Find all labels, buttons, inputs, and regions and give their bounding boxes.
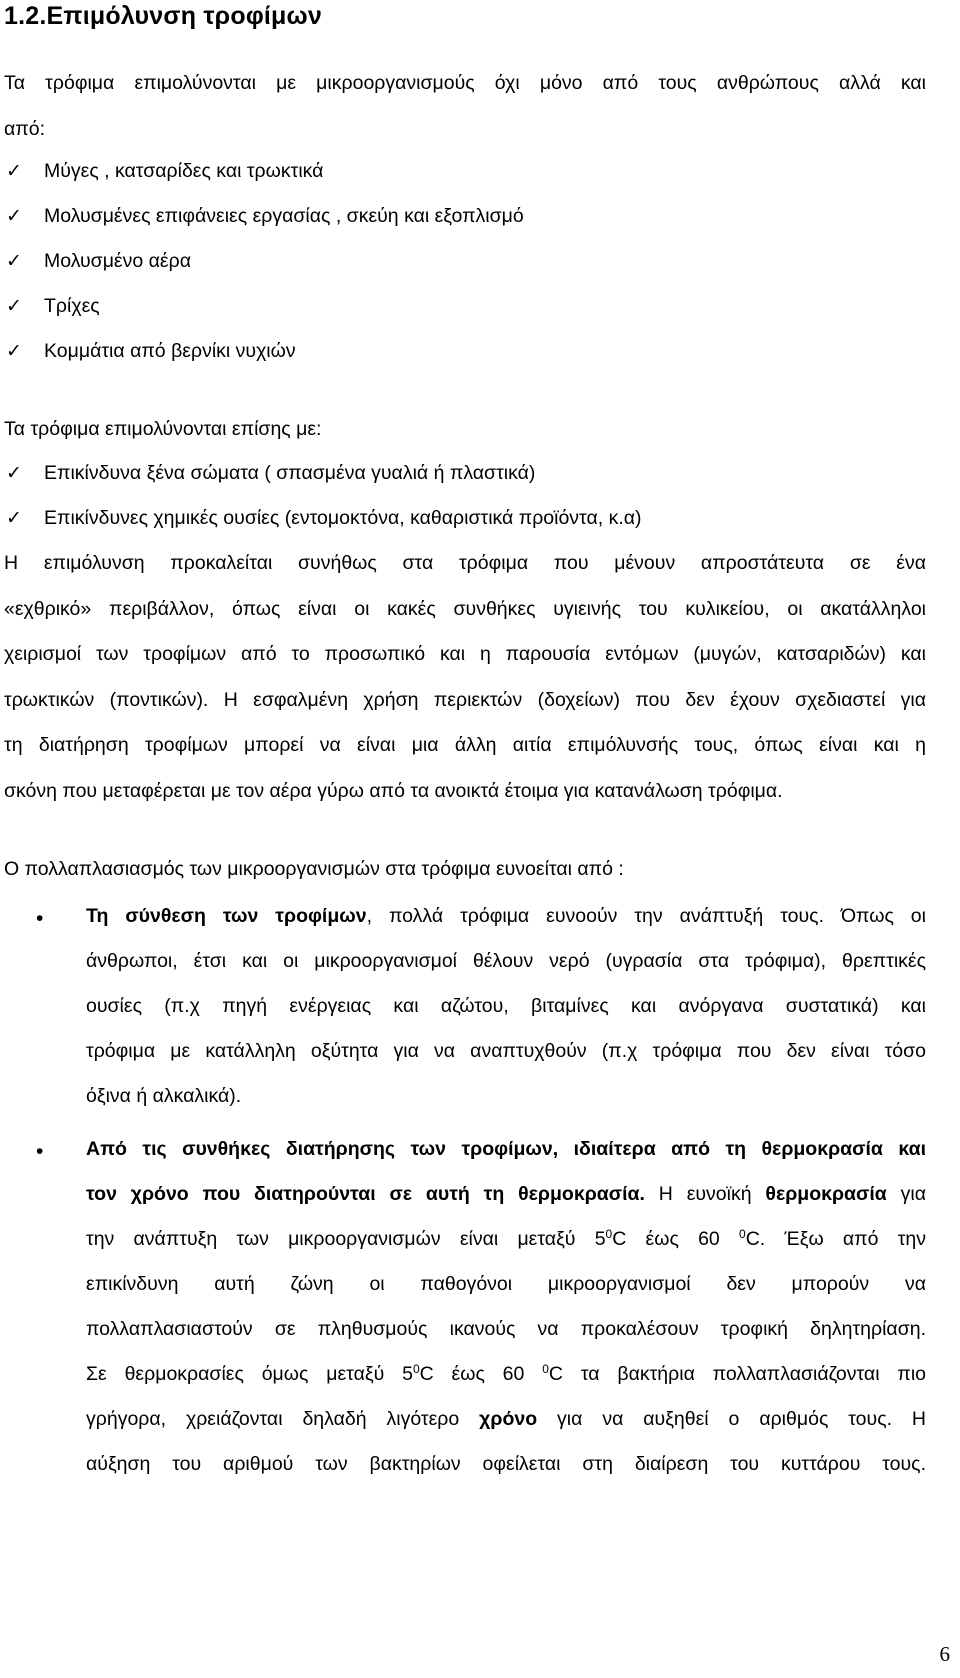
bullet1-line: τρόφιμα με κατάλληλη οξύτητα για να αναπτυχθούν (π.χ τρόφιμα που δεν είναι τόσο	[86, 1040, 926, 1062]
bullet2-line: Σε θερμοκρασίες όμως μεταξύ $5^0C$ έως 60 $^0$C τα βακτήρια πολλαπλασιάζονται πιο	[86, 1362, 927, 1385]
list-item: ✓ Μολυσμένες επιφάνειες εργασίας , σκεύη και εξοπλισμό	[6, 205, 524, 227]
check-icon: ✓	[6, 507, 22, 529]
list-item: ✓ Επικίνδυνες χημικές ουσίες (εντομοκτόνα, καθαριστικά προϊόντα, κ.α)	[6, 507, 642, 529]
check-icon: ✓	[6, 462, 22, 484]
bullet-icon: •	[36, 1140, 44, 1163]
bullet1-line: Τη σύνθεση των τροφίμων, πολλά τρόφιμα ευνοούν την ανάπτυξή τους. Όπως οι	[86, 905, 926, 927]
paragraph-line: τρωκτικών (ποντικών). Η εσφαλμένη χρήση περιεκτών (δοχείων) που δεν έχουν σχεδιαστεί για	[4, 689, 926, 711]
bullet2-line: αύξηση του αριθμού των βακτηρίων οφείλεται στη διαίρεση του κυττάρου τους.	[86, 1453, 926, 1475]
also-intro: Τα τρόφιμα επιμολύνονται επίσης με:	[4, 418, 322, 440]
bullet1-line: όξινα ή αλκαλικά).	[86, 1085, 242, 1107]
intro-line: Τα τρόφιμα επιμολύνονται με μικροοργανισμούς όχι μόνο από τους ανθρώπους αλλά και	[4, 72, 926, 94]
bullet2-line: την ανάπτυξη των μικροοργανισμών είναι μεταξύ $5^0C$ έως 60 $^0$C. Έξω από την	[86, 1227, 926, 1250]
list-item: ✓ Μολυσμένο αέρα	[6, 250, 191, 272]
check-icon: ✓	[6, 205, 22, 227]
list-item: ✓ Επικίνδυνα ξένα σώματα ( σπασμένα γυαλιά ή πλαστικά)	[6, 462, 536, 484]
check-icon: ✓	[6, 340, 22, 362]
growth-intro: Ο πολλαπλασιασμός των μικροοργανισμών στα τρόφιμα ευνοείται από :	[4, 858, 624, 880]
check-icon: ✓	[6, 250, 22, 272]
paragraph-line: χειρισμοί των τροφίμων από το προσωπικό και η παρουσία εντόμων (μυγών, κατσαριδών) και	[4, 643, 926, 665]
bullet2-line: πολλαπλασιαστούν σε πληθυσμούς ικανούς να προκαλέσουν τροφική δηλητηρίαση.	[86, 1318, 926, 1340]
bullet1-line: άνθρωποι, έτσι και οι μικροοργανισμοί θέλουν νερό (υγρασία στα τρόφιμα), θρεπτικές	[86, 950, 926, 972]
paragraph-line: Η επιμόλυνση προκαλείται συνήθως στα τρόφιμα που μένουν απροστάτευτα σε ένα	[4, 552, 926, 574]
bullet-icon: •	[36, 907, 44, 930]
heading: 1.2.Επιμόλυνση τροφίμων	[4, 2, 322, 30]
check-icon: ✓	[6, 295, 22, 317]
bullet2-line: γρήγορα, χρειάζονται δηλαδή λιγότερο χρόνο για να αυξηθεί ο αριθμός τους. Η	[86, 1408, 927, 1430]
paragraph-line: σκόνη που μεταφέρεται με τον αέρα γύρω από τα ανοικτά έτοιμα για κατανάλωση τρόφιμα.	[4, 780, 783, 802]
paragraph-line: τη διατήρηση τροφίμων μπορεί να είναι μια άλλη αιτία επιμόλυνσής τους, όπως είναι και η	[4, 734, 926, 756]
list-item: ✓ Μύγες , κατσαρίδες και τρωκτικά	[6, 160, 324, 182]
page-number: 6	[939, 1642, 950, 1666]
intro-line: από:	[4, 118, 45, 140]
check-icon: ✓	[6, 160, 22, 182]
bullet2-line: επικίνδυνη αυτή ζώνη οι παθογόνοι μικροοργανισμοί δεν μπορούν να	[86, 1273, 926, 1295]
bullet2-line: τον χρόνο που διατηρούνται σε αυτή τη θερμοκρασία. Η ευνοϊκή θερμοκρασία για	[86, 1183, 926, 1205]
list-item: ✓ Κομμάτια από βερνίκι νυχιών	[6, 340, 296, 362]
bullet1-line: ουσίες (π.χ πηγή ενέργειας και αζώτου, βιταμίνες και ανόργανα συστατικά) και	[86, 995, 926, 1017]
list-item: ✓ Τρίχες	[6, 295, 100, 317]
paragraph-line: «εχθρικό» περιβάλλον, όπως είναι οι κακές συνθήκες υγιεινής του κυλικείου, οι ακατάλληλοι	[4, 598, 926, 620]
bullet2-line: Από τις συνθήκες διατήρησης των τροφίμων, ιδιαίτερα από τη θερμοκρασία και	[86, 1138, 926, 1160]
